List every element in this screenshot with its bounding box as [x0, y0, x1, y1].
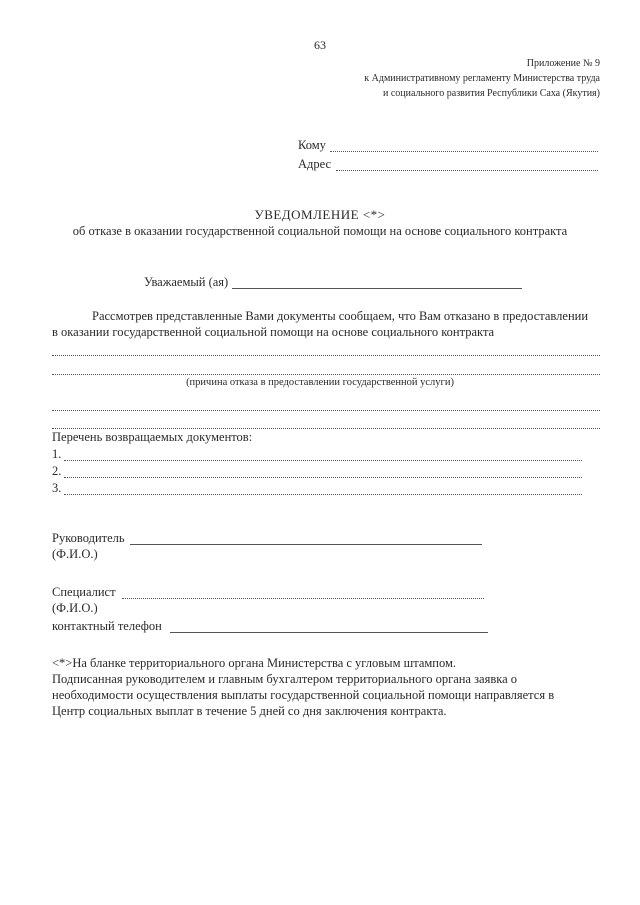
reason-line-2[interactable] [52, 374, 600, 375]
page-number: 63 [314, 38, 326, 52]
footnote-line-4: Центр социальных выплат в течение 5 дней со дня заключения контракта. [52, 704, 447, 718]
body-line-2: в оказании государственной социальной помощи на основе социального контракта [52, 325, 495, 339]
specialist-label: Специалист [52, 585, 116, 599]
head-label: Руководитель [52, 531, 125, 545]
notice-title: УВЕДОМЛЕНИЕ <*> [254, 207, 386, 222]
phone-field-line[interactable] [170, 632, 488, 633]
footnote-line-2: Подписанная руководителем и главным бухгалтером территориального органа заявка о [52, 672, 518, 686]
appendix-line-3: и социального развития Республики Саха (Якутия) [382, 88, 600, 99]
specialist-signature-line[interactable] [122, 598, 484, 599]
notice-subtitle: об отказе в оказании государственной социальной помощи на основе социального контракта [72, 224, 568, 238]
to-label: Кому [298, 138, 326, 152]
greeting-label: Уважаемый (ая) [144, 275, 229, 289]
phone-label: контактный телефон [52, 619, 162, 633]
returned-doc-line-2[interactable] [64, 477, 582, 478]
specialist-fio: (Ф.И.О.) [52, 601, 98, 615]
returned-doc-line-1[interactable] [64, 460, 582, 461]
returned-docs-label: Перечень возвращаемых документов: [52, 430, 253, 444]
body-line-1: Рассмотрев представленные Вами документы сообщаем, что Вам отказано в предоставлении [92, 309, 589, 323]
reason-line-1[interactable] [52, 355, 600, 356]
returned-doc-number-3: 3. [52, 481, 62, 495]
reason-caption: (причина отказа в предоставлении государственной услуги) [186, 377, 454, 388]
reason-line-4[interactable] [52, 428, 600, 429]
footnote-line-3: необходимости осуществления выплаты государственной социальной помощи направляется в [52, 688, 555, 702]
greeting-field-line[interactable] [232, 288, 522, 289]
address-field-line[interactable] [336, 170, 598, 171]
returned-doc-number-1: 1. [52, 447, 62, 461]
footnote-line-1: <*>На бланке территориального органа Министерства с угловым штампом. [52, 656, 457, 670]
address-label: Адрес [298, 157, 332, 171]
to-field-line[interactable] [330, 151, 598, 152]
appendix-line-1: Приложение № 9 [526, 58, 600, 69]
returned-doc-line-3[interactable] [64, 494, 582, 495]
appendix-line-2: к Административному регламенту Министерства труда [364, 73, 600, 84]
head-fio: (Ф.И.О.) [52, 547, 98, 561]
head-signature-line[interactable] [130, 544, 482, 545]
reason-line-3[interactable] [52, 410, 600, 411]
returned-doc-number-2: 2. [52, 464, 62, 478]
